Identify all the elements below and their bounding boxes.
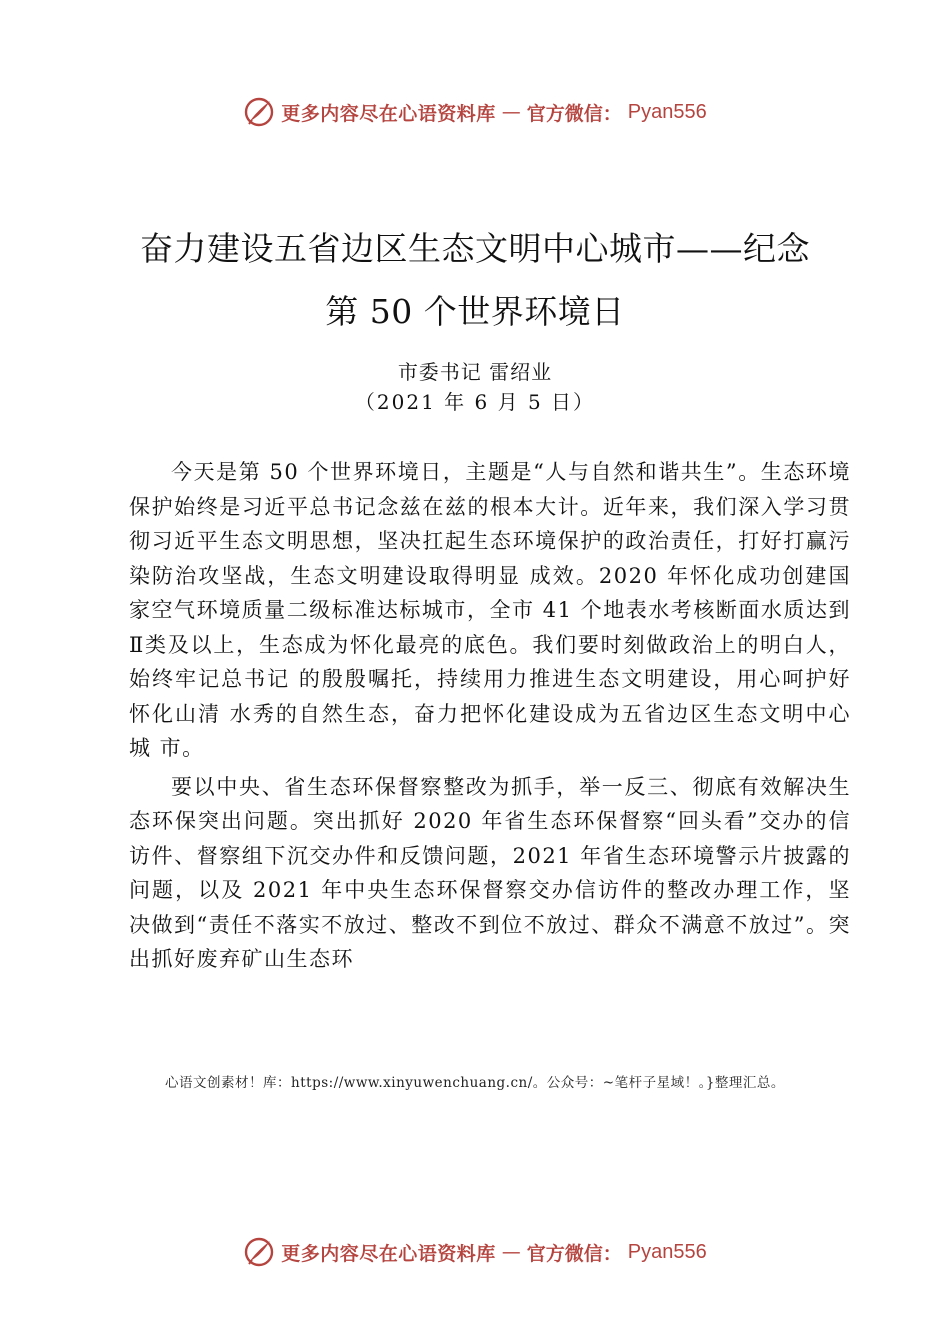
document-date: （2021 年 6 月 5 日） (354, 390, 596, 414)
document-title-line2: 第 50 个世界环境日 (325, 292, 625, 331)
quill-pen-icon (243, 96, 275, 128)
body-paragraph: 要以中央、省生态环保督察整改为抓手，举一反三、彻底有效解决生态环保突出问题。突出抓好 2020 年省生态环保督察“回头看”交办的信访件、督察组下沉交办件和反馈问题，2021 年省生态环境警示片披露的问题，以及 2021 年中央生态环保督察交办信访件的整改办理工作，坚决做到“责任不落实不放过、整改不到位不放过、群众不满意不放过”。突出抓好废弃矿山生态环 (129, 774, 851, 971)
watermark-brand: 更多内容尽在心语资料库 (281, 1242, 496, 1265)
header-watermark (0, 96, 950, 128)
body-paragraph: 今天是第 50 个世界环境日，主题是“人与自然和谐共生”。生态环境保护始终是习近平总书记念兹在兹的根本大计。近年来，我们深入学习贯彻习近平生态文明思想，坚决扛起生态环境保护的政治责任，打好打赢污染防治攻坚战，生态文明建设取得明显 成效。2020 年怀化成功创建国家空气环境质量二级标准达标城市，全市 41 个地表水考核断面水质达到Ⅱ类及以上，生态成为怀化最亮的底色。我们要时刻做政治上的明白人，始终牢记总书记 的殷殷嘱托，持续用力推进生态文明建设，用心呵护好怀化山清 水秀的自然生态，奋力把怀化建设成为五省边区生态文明中心城 市。 (129, 460, 851, 760)
watermark-brand: 更多内容尽在心语资料库 (281, 102, 496, 125)
watermark-wechat-label: 官方微信： (526, 1242, 622, 1265)
watermark-separator: — (501, 101, 521, 123)
watermark-wechat-label: 官方微信： (526, 102, 622, 125)
quill-pen-icon (243, 1236, 275, 1268)
watermark-wechat-id: Pyan556 (627, 1240, 707, 1263)
document-title-line1: 奋力建设五省边区生态文明中心城市——纪念 (140, 229, 810, 268)
document-body (129, 455, 851, 981)
watermark-separator: — (501, 1241, 521, 1263)
source-footnote: 心语文创素材！库：https://www.xinyuwenchuang.cn/。公众号：~笔杆子星域！。}整理汇总。 (165, 1075, 785, 1091)
document-author: 市委书记 雷绍业 (397, 360, 553, 384)
watermark-wechat-id: Pyan556 (627, 100, 707, 123)
footer-watermark (0, 1236, 950, 1268)
